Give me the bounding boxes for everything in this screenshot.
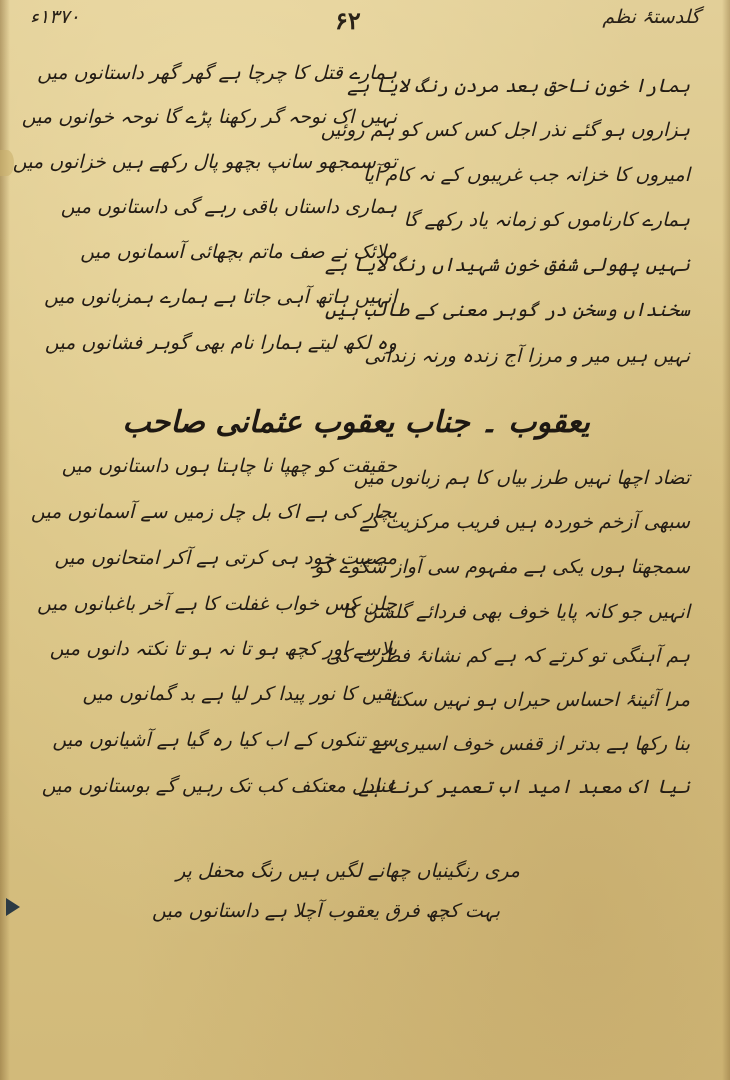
poem2-verse-line: مرا آئینۂ احساس حیراں ہو نہیں سکتا <box>389 689 690 711</box>
poem1-verse-line: ہمارے قتل کا چرچا ہے گھر گھر داستانوں میں <box>37 62 397 84</box>
poem2-verse-line: سو تنکوں کے اب کیا رہ گیا ہے آشیانوں میں <box>52 729 397 751</box>
poem2-verse-line: مصیبت خود ہی کرتی ہے آکر امتحانوں میں <box>54 547 397 569</box>
poem1-verse-line: نہیں ہیں میر و مرزا آج زندہ ورنہ زندانی <box>364 345 690 367</box>
poem1-verse-line: نہیں اک نوحہ گر رکھنا پڑے گا نوحہ خوانوں میں <box>21 106 397 128</box>
poem2-verse-line: انہیں جو کانہ پایا خوف بھی فردائے گلشن کا <box>342 601 690 623</box>
poem1-verse-line: ہماری داستاں باقی رہے گی داستانوں میں <box>60 196 397 218</box>
poem1-verse-line: تو سمجھو سانپ بچھو پال رکھے ہیں خزانوں میں <box>12 151 397 173</box>
poem2-verse-line: عنادل معتکف کب تک رہیں گے بوستانوں میں <box>41 775 397 797</box>
poem1-verse-line: وہ لکھ لیتے ہمارا نام بھی گوہر فشانوں میں <box>44 332 397 354</box>
poem2-verse-line: سبھی آزخم خوردہ ہیں فریب مرکزیت کے <box>359 511 690 533</box>
poem1-verse-line: امیروں کا خزانہ جب غریبوں کے نہ کام آیا <box>362 164 690 186</box>
poem2-verse-line: نیا اک معبد امید اب تعمیر کرنا ہے <box>358 776 690 798</box>
poet-heading: یعقوب ۔ جناب یعقوب عثمانی صاحب <box>122 405 590 440</box>
poem2-verse-line: بچار کی ہے اک بل چل زمیں سے آسمانوں میں <box>30 501 397 523</box>
poem2-verse-line: بلاسے اور کچھ ہو تا نہ ہو تا نکتہ دانوں میں <box>49 638 397 660</box>
poem2-verse-line: تضاد اچھا نہیں طرز بیاں کا ہم زبانوں میں <box>353 467 690 489</box>
poem2-verse-line: حقیقت کو چھپا نا چاہتا ہوں داستانوں میں <box>61 455 397 477</box>
page-number: ۶۲ <box>335 6 361 35</box>
margin-arrow-icon <box>6 898 20 916</box>
poem1-right-column <box>320 75 690 405</box>
poem1-verse-line: نہیں پھولی شفق خون شہیداں رنگ لایا ہے <box>324 254 690 276</box>
poem1-verse-line: ملائک نے صف ماتم بچھائی آسمانوں میں <box>80 241 397 263</box>
poem1-verse-line: سخنداں وسخن در گوہر معنی کے طالب ہیں <box>324 299 690 321</box>
poem1-left-column <box>12 62 397 392</box>
poem2-verse-line: یقیں کا نور پیدا کر لیا ہے بد گمانوں میں <box>82 683 397 705</box>
poem2-verse-line: ہم آہنگی تو کرتے کہ ہے کم نشانۂ فطرت کی <box>325 645 690 667</box>
poem1-verse-line: ہزاروں ہو گئے نذر اجل کس کس کو ہم روئیں <box>320 119 690 141</box>
poem2-verse-line: چلن کس خواب غفلت کا ہے آخر باغبانوں میں <box>37 593 397 615</box>
poem1-verse-line: ہمارا خون ناحق بعد مردن رنگ لایا ہے <box>347 75 690 97</box>
poem2-right-column <box>314 467 690 837</box>
poem1-verse-line: انہیں ہاتھ آہی جاتا ہے ہمارے ہمزبانوں میں <box>44 286 397 308</box>
poem2-left-column <box>30 455 397 825</box>
poem2-verse-line: بنا رکھا ہے بدتر از قفس خوف اسیری نے <box>371 733 690 755</box>
page-edge-shadow-right <box>722 0 730 1080</box>
poem2-verse-line: سمجھتا ہوں یکی ہے مفہوم سی آواز شکوے کو <box>314 556 690 578</box>
closing-couplet-line-2: بہت کچھ فرق یعقوب آچلا ہے داستانوں میں <box>152 900 500 922</box>
closing-couplet-line-1: مری رنگینیاں چھانے لگیں ہیں رنگ محفل پر <box>176 860 520 882</box>
page-header <box>30 6 700 42</box>
year-marker: ۱۳۷۰ء <box>30 6 80 28</box>
poem1-verse-line: ہمارے کارناموں کو زمانہ یاد رکھے گا <box>403 209 690 231</box>
running-title: گلدستۂ نظم <box>602 6 700 28</box>
